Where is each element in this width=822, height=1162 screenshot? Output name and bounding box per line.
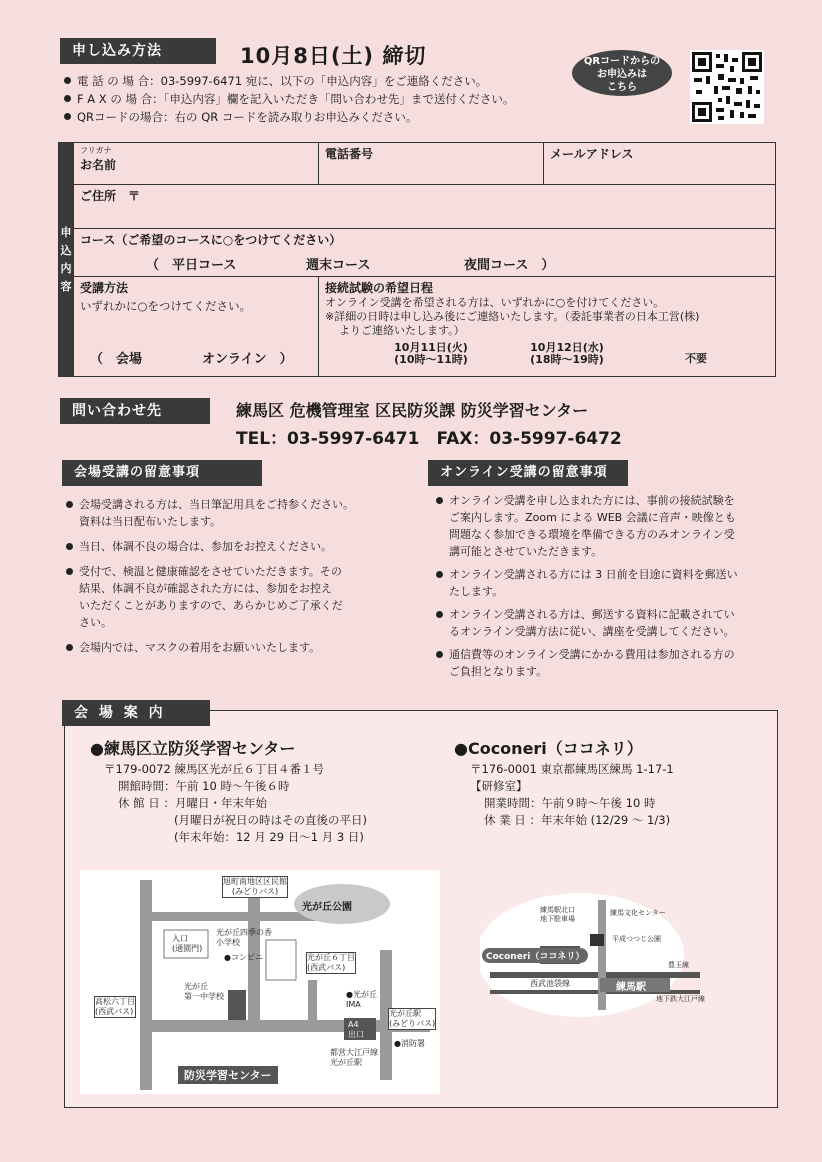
method-options (80, 348, 312, 366)
online-note: オンライン受講される方には 3 日前を目途に資料を郵送い たします。 (436, 566, 786, 600)
contact-tel-fax: TEL：03-5997-6471 FAX：03-5997-6472 (236, 429, 622, 449)
test-options (325, 342, 769, 372)
online-notes-header: オンライン受講の留意事項 (428, 460, 628, 486)
course-field[interactable] (74, 229, 776, 277)
course-options (80, 254, 769, 272)
venue2-room: 【研修室】 (470, 779, 528, 793)
map2-station-label: 練馬駅 (616, 982, 646, 993)
course-title: コース（ご希望のコースに○をつけてください） (80, 233, 342, 247)
map1-bus1-label: 旭町南地区区民館 (みどりバス) (223, 877, 287, 896)
phone-label: 電話番号 (325, 147, 374, 161)
test-opt2[interactable]: 10月12日(水) (18時～19時) (530, 341, 604, 366)
map1-stop1-label: 光が丘６丁目 (西武バス) (307, 953, 355, 972)
online-note: オンライン受講される方は、郵送する資料に記載されてい るオンライン受講方法に従い、講座を受講してください。 (436, 606, 786, 640)
venue2-hours: 開業時間：午前９時～午後 10 時 (484, 796, 656, 810)
method-desc: いずれかに○をつけてください。 (80, 299, 252, 313)
contact-org: 練馬区 危機管理室 区民防災課 防災学習センター (236, 401, 589, 420)
venue-note: 当日、体調不良の場合は、参加をお控えください。 (66, 538, 396, 555)
furigana-label: フリガナ (80, 146, 112, 155)
course-weekend[interactable]: 週末コース (306, 258, 371, 273)
map2-exit-label: 練馬駅北口 地下駐車場 (540, 906, 575, 923)
online-note: 通信費等のオンライン受講にかかる費用は参加される方の ご負担となります。 (436, 646, 786, 680)
map2-coconeri-label: Coconeri（ココネリ） (482, 948, 588, 963)
name-label: お名前 (80, 158, 117, 172)
contact-header: 問い合わせ先 (60, 398, 210, 424)
test-desc2: ※詳細の日時は申し込み後にご連絡いたします。（委託事業者の日本工営(株) (325, 310, 700, 323)
venue2-closed: 休 業 日 ：年末年始 (12/29 ～ 1/3) (484, 813, 671, 827)
map2-park-label: 平成つつじ公園 (612, 935, 661, 943)
map-coconeri (480, 890, 720, 1020)
venue2-name: ●Coconeri（ココネリ） (454, 739, 643, 758)
method-qr: QRコードの場合：右の QR コードを読み取りお申込みください。 (64, 108, 514, 126)
map2-seibu-label: 西武池袋線 (530, 979, 570, 988)
map1-graphic (80, 870, 440, 1094)
email-field[interactable] (544, 143, 776, 185)
map-bousai-center (80, 870, 440, 1094)
venue1-info (90, 740, 367, 846)
apply-methods (64, 72, 514, 126)
map1-school2-label: 光が丘 第一中学校 (184, 982, 224, 1001)
map2-culture-label: 練馬文化センター (610, 909, 666, 917)
test-title: 接続試験の希望日程 (325, 281, 434, 295)
venue1-hours: 開館時間：午前 10 時～午後６時 (118, 779, 290, 793)
qr-bubble: QRコードからの お申込みは こちら (572, 50, 672, 96)
online-note: オンライン受講を申し込まれた方には、事前の接続試験を ご案内します。Zoom による WEB 会議に音声・映像とも 問題なく参加できる環境を準備できる方のみオンライン受 講可能とさせていただきます。 (436, 492, 786, 560)
test-opt1[interactable]: 10月11日(火) (10時～11時) (394, 341, 468, 366)
test-desc3: よりご連絡いたします。） (339, 324, 465, 337)
method-field[interactable] (74, 277, 319, 377)
method-fax: F A X の 場 合：「申込内容」欄を記入いただき「問い合わせ先」まで送付ください。 (64, 90, 514, 108)
map1-gate2-label: 高松六丁目 (西武バス) (95, 997, 135, 1016)
email-label: メールアドレス (550, 147, 634, 161)
venue1-note1: (月曜日が祝日の時はその直後の平日) (174, 813, 367, 827)
venue2-address: 〒176-0001 東京都練馬区練馬 1-17-1 (470, 762, 674, 776)
venue-notes-header: 会場受講の留意事項 (62, 460, 262, 486)
online-notes-list (436, 492, 786, 680)
map1-exit-label: A4 出口 (348, 1020, 364, 1039)
qr-code[interactable] (690, 50, 764, 124)
map1-fire-label: ●消防署 (394, 1039, 425, 1048)
map1-park-label: 光が丘公園 (302, 902, 352, 913)
method-venue[interactable]: （ 会場 (90, 352, 143, 367)
test-desc1: オンライン受講を希望される方は、いずれかに○を付けてください。 (325, 296, 665, 309)
method-title: 受講方法 (80, 281, 129, 295)
course-weekday[interactable]: （ 平日コース (146, 258, 237, 273)
venue1-note2: (年末年始：12 月 29 日～1 月 3 日) (174, 830, 364, 844)
test-opt3[interactable]: 不要 (685, 352, 707, 365)
method-phone: 電 話 の 場 合：03-5997-6471 宛に、以下の「申込内容」をご連絡ください。 (64, 72, 514, 90)
venue1-name: ●練馬区立防災学習センター (90, 739, 296, 758)
map1-gate-label: 入口 (通園門) (172, 934, 203, 953)
test-field[interactable] (319, 277, 776, 377)
venue-note: 会場受講される方は、当日筆記用具をご持参ください。 資料は当日配布いたします。 (66, 496, 396, 530)
venue-notes-list (66, 496, 396, 656)
map2-oedo-label: 地下鉄大江戸線 (656, 995, 705, 1003)
map1-center-label: 防災学習センター (178, 1066, 278, 1084)
qr-code-icon (690, 50, 764, 124)
form-side-label: 申 込 内 容 (59, 143, 74, 377)
map1-stop2-label: 光が丘駅 (みどりバス) (389, 1009, 436, 1028)
venue1-address: 〒179-0072 練馬区光が丘６丁目４番１号 (104, 762, 325, 776)
map1-ima-label: ●光が丘 IMA (346, 990, 377, 1009)
method-online[interactable]: オンライン ） (202, 352, 293, 367)
name-field[interactable] (74, 143, 319, 185)
map1-conv-label: ●コンビニ (224, 953, 263, 962)
course-night[interactable]: 夜間コース ） (464, 258, 555, 273)
phone-field[interactable] (319, 143, 544, 185)
map1-oedo-label: 都営大江戸線 光が丘駅 (330, 1048, 378, 1067)
venue1-closed: 休 館 日 ：月曜日・年末年始 (118, 796, 267, 810)
address-field[interactable] (74, 185, 776, 229)
map1-school1-label: 光が丘四季の香 小学校 (216, 928, 272, 947)
deadline: 10月8日(土) 締切 (240, 44, 427, 68)
address-label: ご住所 〒 (80, 189, 141, 203)
venue2-info (454, 740, 674, 829)
map2-toyotama-label: 豊玉線 (668, 961, 689, 969)
apply-header: 申し込み方法 (60, 38, 216, 64)
application-form (58, 142, 776, 377)
venue-note: 会場内では、マスクの着用をお願いいたします。 (66, 639, 396, 656)
venue-note: 受付で、検温と健康確認をさせていただきます。その 結果、体調不良が確認された方には、参加をお控え いただくことがありますので、あらかじめご了承くだ さい。 (66, 563, 396, 631)
venue-guide-header: 会 場 案 内 (62, 700, 210, 726)
